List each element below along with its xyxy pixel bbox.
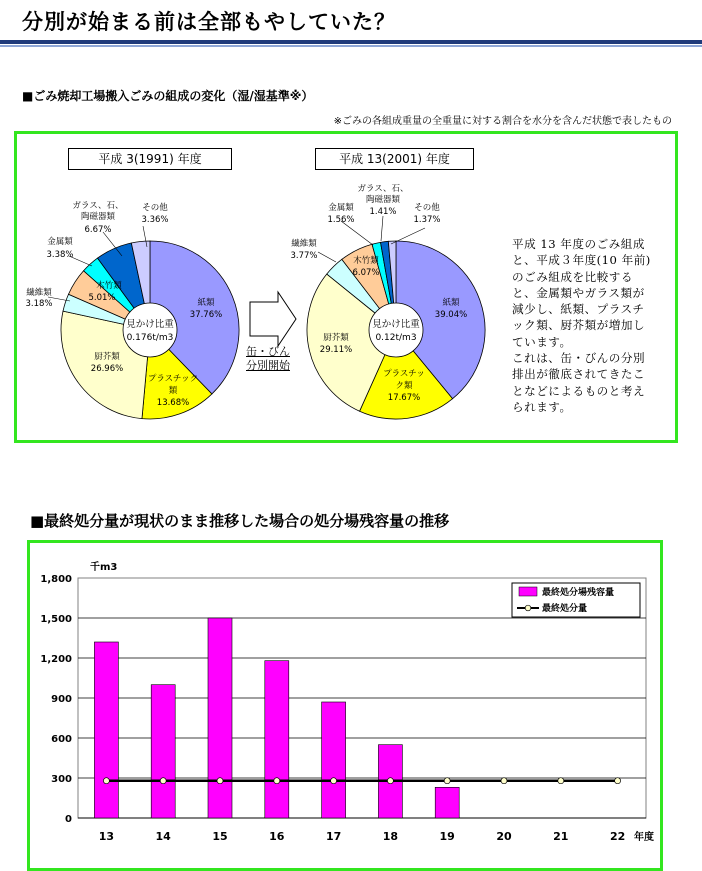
bar-15 [208, 618, 232, 818]
pie1-glass-label2: 陶磁器類 [80, 212, 116, 222]
description-line: と、金属類やガラス類が [512, 285, 645, 300]
x-tick-label: 17 [325, 830, 342, 843]
bar-14 [151, 685, 175, 818]
separation-start-line1: 缶・びん [246, 345, 290, 358]
section2-heading: ■最終処分量が現状のまま推移した場合の処分場残容量の推移 [30, 512, 450, 530]
description-line: ています。 [512, 334, 572, 349]
pie2-metal-label: 金属類 [328, 203, 354, 213]
pie2-plastic-label2: ク類 [395, 381, 413, 391]
pie2-kitchen-label: 厨芥類 [323, 333, 349, 343]
line-point-13 [103, 778, 109, 784]
pie1-metal-value: 3.38% [46, 250, 74, 260]
pie2-title: 平成 13(2001) 年度 [315, 148, 474, 170]
y-axis-label: 千m3 [90, 562, 118, 573]
pie1-glass-label: ガラス、石、 [72, 201, 124, 211]
y-tick-label: 1,500 [40, 614, 72, 625]
description-line: 減少し、紙類、プラスチ [512, 302, 645, 317]
description-line: これは、缶・びんの分別 [512, 351, 646, 366]
pie1-plastic-label: プラスチック [147, 374, 199, 384]
description-line: ック類、厨芥類が増加し [512, 318, 646, 333]
pie1-plastic-label2: 類 [168, 386, 178, 396]
pie2-glass-value: 1.41% [369, 207, 397, 217]
pie2-paper-label: 紙類 [442, 298, 460, 308]
line-point-20 [501, 778, 507, 784]
pie2-textile-label: 繊維類 [291, 239, 317, 249]
line-point-17 [331, 778, 337, 784]
x-tick-label: 22 [609, 830, 626, 843]
pie1-other-label: その他 [142, 203, 168, 213]
section1-heading: ■ごみ焼却工場搬入ごみの組成の変化（湿/湿基準※） [22, 89, 314, 103]
pie2-plastic-value: 17.67% [387, 393, 421, 403]
pie2-glass-label2: 陶磁器類 [365, 195, 401, 205]
x-tick-label: 13 [98, 830, 115, 843]
y-tick-label: 0 [65, 814, 72, 825]
pie1-glass-value: 6.67% [84, 225, 112, 235]
pie1-center-line2: 0.176t/m3 [126, 333, 174, 343]
pie2-other-label: その他 [414, 203, 440, 213]
x-tick-label: 14 [155, 830, 171, 843]
line-point-14 [160, 778, 166, 784]
pie2-wood-value: 6.07% [352, 268, 380, 278]
legend-line-marker [525, 605, 531, 611]
line-point-15 [217, 778, 223, 784]
pie2-paper-value: 39.04% [434, 310, 468, 320]
legend-line-label: 最終処分量 [542, 604, 588, 614]
pie2-metal-value: 1.56% [327, 215, 355, 225]
pie1-paper-label: 紙類 [197, 298, 215, 308]
pie1-textile-label: 繊維類 [26, 288, 52, 298]
description-line: と、平成３年度(10 年前) [512, 253, 651, 268]
pie1-kitchen-label: 厨芥類 [94, 352, 120, 362]
y-axis-ticks [40, 574, 72, 825]
legend-bar-swatch [519, 587, 537, 596]
section1-note: ※ごみの各組成重量の全重量に対する割合を水分を含んだ状態で表したもの [333, 116, 672, 127]
pie1-title: 平成 3(1991) 年度 [68, 148, 232, 170]
bar-17 [322, 702, 346, 818]
bar-16 [265, 661, 289, 818]
pie1-paper-value: 37.76% [189, 310, 223, 320]
legend-bar-label: 最終処分場残容量 [542, 588, 615, 598]
pie1-kitchen-value: 26.96% [90, 364, 124, 374]
pie2-textile-value: 3.77% [290, 251, 318, 261]
y-tick-label: 900 [51, 694, 72, 705]
pie2-center-line2: 0.12t/m3 [375, 333, 417, 343]
y-tick-label: 1,800 [40, 574, 72, 585]
pie1-wood-value: 5.01% [88, 293, 116, 303]
pie1-other-value: 3.36% [141, 215, 169, 225]
bar-13 [94, 642, 118, 818]
x-tick-label: 21 [553, 830, 569, 843]
line-point-16 [274, 778, 280, 784]
pie2-other-value: 1.37% [413, 215, 441, 225]
pie1-center-line1: 見かけ比重 [126, 319, 174, 330]
chart-legend [512, 583, 640, 617]
pie1-textile-value: 3.18% [25, 299, 53, 309]
separation-start-line2: 分別開始 [246, 359, 290, 372]
y-tick-label: 600 [51, 734, 72, 745]
y-tick-label: 1,200 [40, 654, 72, 665]
x-tick-label: 19 [439, 830, 455, 843]
x-tick-label: 20 [496, 830, 512, 843]
y-tick-label: 300 [51, 774, 72, 785]
x-axis-label: 年度 [634, 832, 654, 843]
pie1-metal-label: 金属類 [47, 237, 73, 247]
pie1-plastic-value: 13.68% [156, 398, 190, 408]
line-point-21 [558, 778, 564, 784]
pie1-wood-label: 木竹類 [96, 281, 122, 291]
description-line: となどによるものと考え [512, 383, 646, 398]
x-tick-label: 15 [212, 830, 228, 843]
description-line: のごみ組成を比較する [512, 269, 633, 284]
pie2-wood-label: 木竹類 [353, 256, 379, 266]
x-tick-label: 18 [382, 830, 399, 843]
pie2-kitchen-value: 29.11% [319, 345, 353, 355]
bar-19 [435, 787, 459, 818]
line-point-19 [444, 778, 450, 784]
x-tick-label: 16 [269, 830, 285, 843]
line-point-22 [615, 778, 621, 784]
x-axis-ticks [99, 830, 626, 843]
pie2-glass-label: ガラス、石、 [357, 184, 409, 194]
page-title: 分別が始まる前は全部もやしていた？ [22, 10, 396, 34]
line-point-18 [387, 778, 393, 784]
description-line: られます。 [512, 399, 572, 414]
description-line: 排出が徹底されてきたこ [512, 367, 646, 382]
pie2-center-line1: 見かけ比重 [372, 319, 420, 330]
description-line: 平成 13 年度のごみ組成 [512, 237, 645, 251]
pie2-plastic-label: プラスチッ [383, 369, 425, 379]
